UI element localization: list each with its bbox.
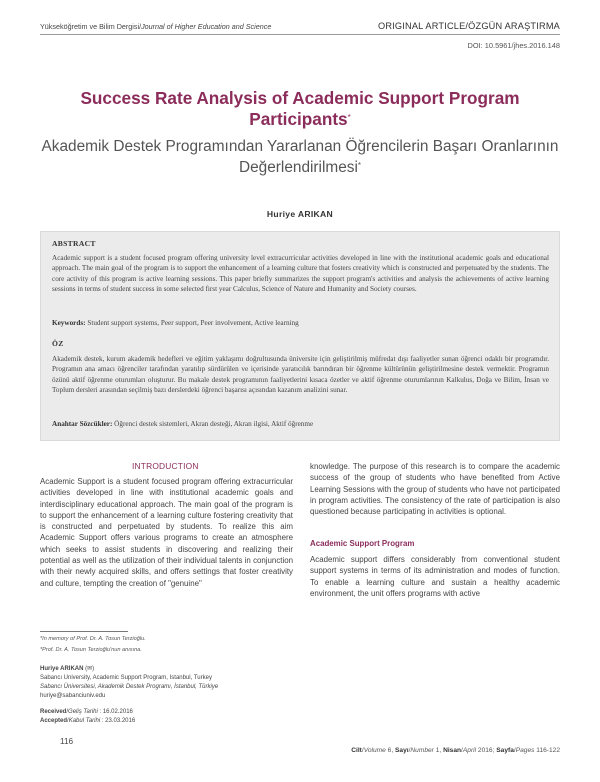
academic-support-subheading: Academic Support Program bbox=[310, 539, 415, 548]
oz-body: Akademik destek, kurum akademik hedefleri ve eğitim yaklaşımı doğrultusunda üniversite için geliştirilmiş müfredat dışı faaliyetler sunan öğrenci odaklı bir programdır. Programın ana amacı öğrenciler tarafından yaratılıp sürdürülen ve içerisinde yaratıcılık barındıran bir öğrenme kültürünün geliştirilmesine destek vermektir. Programın özünü aktif öğrenme oturumları oluşturur. Bu makale destek programının faaliyetlerini kısaca özetler ve aktif öğrenme oturumlarının Kalkulus, Doğa ve Bilim, İnsan ve Toplum dersleri arasından seçilmiş bazı derslerdeki öğrenci başarısı açısından kazanım analizini sunar. bbox=[52, 355, 549, 395]
oz-heading: ÖZ bbox=[52, 339, 64, 348]
affiliation-author: Huriye ARIKAN (✉) bbox=[40, 666, 95, 672]
affiliation-en: Sabancı University, Academic Support Program, Istanbul, Turkey bbox=[40, 675, 212, 681]
footnote-2: *Prof. Dr. A. Tosun Terzioğlu'nun anısına. bbox=[40, 647, 142, 653]
article-title: Success Rate Analysis of Academic Support Program Participants* bbox=[80, 88, 520, 129]
doi[interactable]: DOI: 10.5961/jhes.2016.148 bbox=[467, 41, 560, 50]
abstract-heading: ABSTRACT bbox=[52, 239, 96, 248]
introduction-heading: INTRODUCTION bbox=[132, 461, 199, 471]
abstract-keywords: Keywords: Student support systems, Peer support, Peer involvement, Active learning bbox=[52, 319, 299, 327]
introduction-paragraph: Academic Support is a student focused program offering extracurricular activities developed in line with institutional academic goals and interdisciplinary educational approach. The main goal of the program is to support the enhancement of a learning culture fostering creativity that is constructed and perpetuated by students. To realize this aim Academic Support offers various programs to create an atmosphere which seeks to assist students in discovering and realizing their potential as well as the utilization of their individual talents in conjunction with their newly acquired skills, and offers settings that foster creativity and culture, tempting the creation of "genuine" bbox=[40, 477, 293, 588]
author-email[interactable]: huriye@sabanciuniv.edu bbox=[40, 693, 106, 699]
page-number: 116 bbox=[60, 737, 74, 746]
footnote-1: *In memory of Prof. Dr. A. Tosun Terzioğlu. bbox=[40, 636, 146, 642]
article-type: ORIGINAL ARTICLE/ÖZGÜN ARAŞTIRMA bbox=[377, 21, 560, 31]
footnote-divider bbox=[40, 631, 128, 632]
right-paragraph-1: knowledge. The purpose of this research is to compare the academic success of the group of students who have benefited from Active Learning Sessions with the group of students who have not participated in program activities. The consistency of the rate of participation is also questioned because participating in activities is optional. bbox=[310, 462, 560, 517]
journal-name: Yükseköğretim ve Bilim Dergisi/Journal of Higher Education and Science bbox=[40, 22, 272, 31]
abstract-body: Academic support is a student focused program offering university level extracurricular activities developed in line with the institutional academic goals and educational approach. The main goal of the program is to support the enhancement of a learning culture that fosters creativity which is constructed and perpetuated by the students. The core activity of this program is active learning sessions. This paper briefly summarizes the support program's activities and analysis the achievements of active learning sessions in terms of student success in some selected first year Calculus, Science of Nature and Humanity and Society courses. bbox=[52, 254, 549, 294]
accepted-date: Accepted/Kabul Tarihi : 23.03.2016 bbox=[40, 718, 136, 724]
affiliation-tr: Sabancı Üniversitesi, Akademik Destek Programı, İstanbul, Türkiye bbox=[40, 684, 219, 690]
received-date: Received/Geliş Tarihi : 16.02.2016 bbox=[40, 709, 133, 715]
right-paragraph-2: Academic support differs considerably from conventional student support systems in terms of its administration and modes of function. To enable a learning culture and sustain a healthy academic environment, the unit offers programs with active bbox=[310, 555, 560, 598]
citation-footer: Cilt/Volume 6, Sayı/Number 1, Nisan/April 2016; Sayfa/Pages 116-122 bbox=[351, 747, 560, 754]
header-divider bbox=[40, 34, 560, 35]
oz-keywords: Anahtar Sözcükler: Öğrenci destek sistemleri, Akran desteği, Akran ilgisi, Aktif öğrenme bbox=[52, 420, 314, 428]
article-subtitle: Akademik Destek Programından Yararlanan Öğrencilerin Başarı Oranlarının Değerlendirilmesi* bbox=[41, 138, 559, 176]
author-name: Huriye ARIKAN bbox=[266, 209, 334, 219]
